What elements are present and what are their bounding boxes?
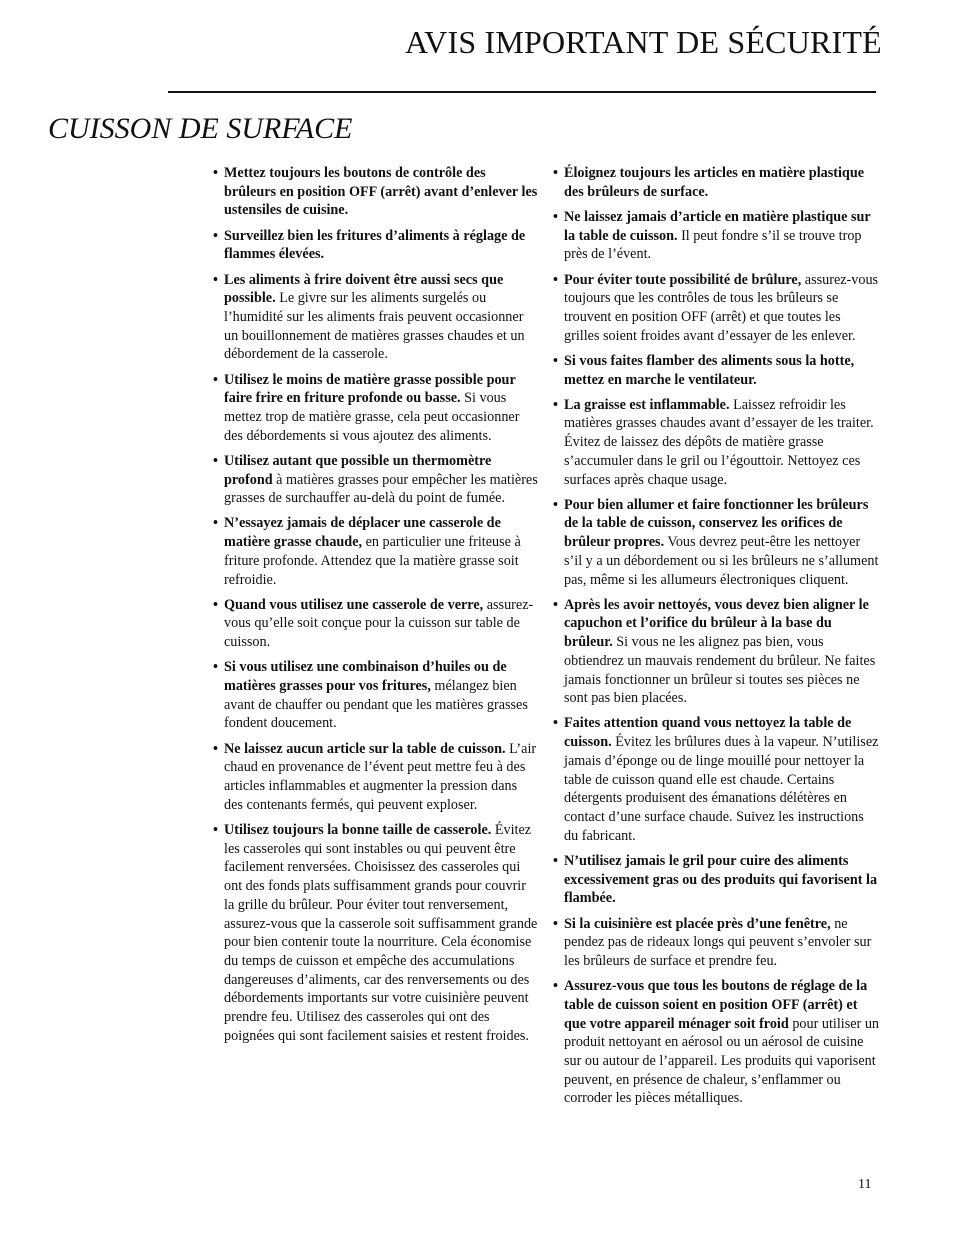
instruction-emphasis: Éloignez toujours les articles en matière plastique des brûleurs de surface. (564, 165, 865, 200)
safety-instruction (213, 371, 539, 446)
safety-instruction (553, 164, 879, 201)
safety-instruction (553, 714, 879, 845)
bullet-icon: • (213, 371, 218, 388)
safety-instruction (553, 208, 879, 264)
instruction-emphasis: Si la cuisinière est placée près d’une fenêtre, (564, 915, 831, 932)
instruction-emphasis: N’utilisez jamais le gril pour cuire des aliments excessivement gras ou des produits qui favorisent la flambée. (564, 852, 878, 907)
instruction-emphasis: Les aliments à frire doivent être aussi secs que possible. (224, 271, 504, 307)
instruction-emphasis: Surveillez bien les fritures d’aliments à réglage de flammes élevées. (224, 227, 526, 263)
bullet-icon: • (553, 396, 558, 413)
bullet-icon: • (213, 515, 218, 532)
instruction-text: ne pendez pas de rideaux longs qui peuvent s’envoler sur les brûleurs de surface et prendre feu. (564, 915, 872, 969)
instruction-text: en particulier une friteuse à friture profonde. Attendez que la matière grasse soit refroidie. (224, 534, 521, 588)
instruction-emphasis: Ne laissez jamais d’article en matière plastique sur la table de cuisson. (564, 208, 871, 244)
instruction-text: Laissez refroidir les matières grasses chaudes avant d’essayer de les traiter. Évitez de laissez des dépôts de matière grasse s’accumuler dans le gril ou l’égouttoir. Nettoyez ces surfaces après chaque usage. (564, 396, 874, 488)
instruction-emphasis: Si vous utilisez une combinaison d’huiles ou de matières grasses pour vos fritures, (224, 659, 507, 695)
instruction-text: Si vous ne les alignez pas bien, vous obtiendrez un mauvais rendement du brûleur. Ne faites jamais fonctionner un brûleur si toutes ses pièces ne sont pas bien placées. (564, 634, 876, 707)
instruction-text: assurez-vous toujours que les contrôles de tous les brûleurs se trouvent en position OFF (arrêt) et que toutes les grilles soient froides avant d’essayer de les enlever. (564, 271, 879, 344)
instruction-text: L’air chaud en provenance de l’évent peut mettre feu à des articles inflammables et augmenter la pression dans des contenants fermés, qui peuvent exploser. (224, 740, 537, 813)
bullet-icon: • (213, 659, 218, 676)
instruction-emphasis: Après les avoir nettoyés, vous devez bien aligner le capuchon et l’orifice du brûleur à la base du brûleur. (564, 596, 869, 651)
bullet-icon: • (553, 596, 558, 613)
instruction-emphasis: Ne laissez aucun article sur la table de cuisson. (224, 740, 506, 757)
page-title: AVIS IMPORTANT DE SÉCURITÉ (405, 24, 882, 60)
instruction-text: Si vous mettez trop de matière grasse, cela peut occasionner des débordements si vous ajoutez des aliments. (224, 390, 520, 444)
bullet-icon: • (213, 822, 218, 838)
safety-instruction (213, 658, 539, 733)
bullet-icon: • (553, 165, 558, 181)
instruction-text: Évitez les brûlures dues à la vapeur. N’utilisez jamais d’éponge ou de linge mouillé pour nettoyer la table de cuisson quand elle est chaude. Certains détergents produisent des émanations délétères en contact d’une surface chaude. Suivez les instructions du fabricant. (564, 734, 879, 844)
page-number: 11 (858, 1177, 872, 1192)
instruction-text: Le givre sur les aliments surgelés ou l’humidité sur les aliments frais peuvent occasionner un bouillonnement de matières grasses chaudes et un débordement de la casserole. (224, 290, 525, 363)
safety-instruction (213, 740, 539, 815)
safety-instruction (213, 271, 539, 365)
instruction-emphasis: La graisse est inflammable. (564, 396, 730, 413)
safety-instruction (553, 596, 879, 708)
bullet-icon: • (553, 352, 558, 369)
right-column (553, 164, 879, 1115)
instruction-emphasis: Utilisez autant que possible un thermomètre profond (224, 452, 492, 488)
safety-instruction (553, 396, 879, 490)
instruction-emphasis: Pour bien allumer et faire fonctionner les brûleurs de la table de cuisson, conservez les orifices de brûleur propres. (564, 496, 869, 551)
safety-instruction (553, 915, 879, 971)
instruction-emphasis: Utilisez toujours la bonne taille de casserole. (224, 822, 492, 838)
bullet-icon: • (553, 496, 558, 513)
bullet-icon: • (213, 227, 218, 244)
safety-instruction (213, 596, 539, 652)
instruction-text: mélangez bien avant de chauffer ou pendant que les matières grasses fondent doucement. (224, 678, 528, 732)
bullet-icon: • (553, 271, 558, 288)
safety-instruction (213, 452, 539, 508)
bullet-icon: • (553, 208, 558, 225)
title-divider (168, 91, 876, 93)
safety-instruction (213, 164, 539, 220)
safety-instruction (553, 852, 879, 908)
bullet-icon: • (553, 978, 558, 995)
safety-instruction (553, 496, 879, 590)
instruction-emphasis: Assurez-vous que tous les boutons de réglage de la table de cuisson soient en position OFF (arrêt) et que votre appareil ménager soit froid (564, 978, 868, 1032)
left-column (213, 164, 539, 1052)
bullet-icon: • (213, 271, 218, 288)
instruction-emphasis: Faites attention quand vous nettoyez la table de cuisson. (564, 715, 852, 751)
instruction-emphasis: Utilisez le moins de matière grasse possible pour faire frire en friture profonde ou basse. (224, 371, 516, 407)
instruction-emphasis: N’essayez jamais de déplacer une casserole de matière grasse chaude, (224, 515, 501, 551)
instruction-text: assurez-vous qu’elle soit conçue pour la cuisson sur table de cuisson. (224, 596, 534, 651)
safety-instruction (553, 352, 879, 389)
instruction-emphasis: Mettez toujours les boutons de contrôle des brûleurs en position OFF (arrêt) avant d’enlever les ustensiles de cuisine. (224, 165, 538, 219)
bullet-icon: • (553, 852, 558, 869)
instruction-text: Il peut fondre s’il se trouve trop près de l’évent. (564, 227, 862, 263)
instruction-text: pour utiliser un produit nettoyant en aérosol ou un aérosol de cuisine sur ou autour de l’appareil. Les produits qui vaporisent peuvent, en présence de chaleur, s’enflammer ou corroder les pièces métalliques. (564, 1015, 880, 1107)
instruction-text: à matières grasses pour empêcher les matières grasses de surchauffer au-delà du point de fumée. (224, 471, 538, 507)
instruction-emphasis: Pour éviter toute possibilité de brûlure, (564, 271, 802, 288)
safety-instruction (213, 514, 539, 589)
bullet-icon: • (553, 715, 558, 732)
bullet-icon: • (553, 915, 558, 932)
instruction-emphasis: Quand vous utilisez une casserole de verre, (224, 596, 484, 613)
bullet-icon: • (213, 740, 218, 757)
bullet-icon: • (213, 165, 218, 181)
section-title: CUISSON DE SURFACE (48, 112, 353, 145)
safety-instruction (213, 227, 539, 264)
safety-instruction (553, 271, 879, 346)
safety-instruction (213, 821, 539, 1045)
instruction-emphasis: Si vous faites flamber des aliments sous la hotte, mettez en marche le ventilateur. (564, 352, 855, 388)
instruction-text: Vous devrez peut-être les nettoyer s’il y a un débordement ou si les brûleurs ne s’allument pas, même si les allumeurs électroniques cliquent. (564, 534, 879, 588)
instruction-text: Évitez les casseroles qui sont instables ou qui peuvent être facilement renversées. Choisissez des casseroles qui ont des fonds plats suffisamment grands pour couvrir la grille du brûleur. Pour éviter tout renversement, assurez-vous que la casserole soit suffisamment grande pour bien contenir toute la nourriture. Cela économise du temps de cuisson et empêche des accumulations dangereuses d’aliments, car des renversements ou des débordements importants sur votre cuisinière peuvent prendre feu. Utilisez des casseroles qui ont des poignées qui sont facilement saisies et restent froides. (224, 822, 538, 1044)
safety-instruction (553, 977, 879, 1108)
bullet-icon: • (213, 596, 218, 613)
bullet-icon: • (213, 452, 218, 469)
